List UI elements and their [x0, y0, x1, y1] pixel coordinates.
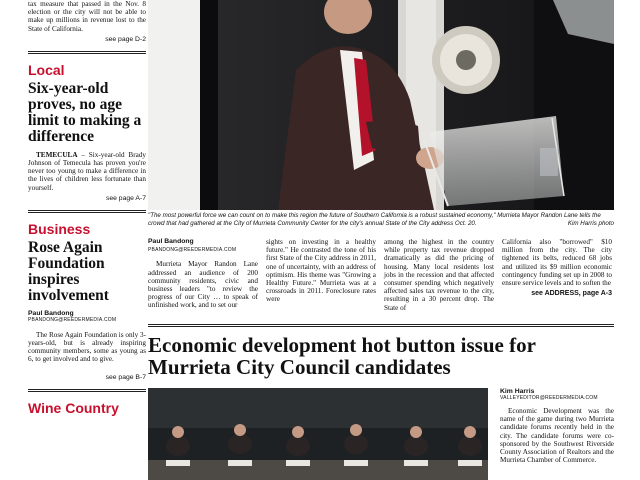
- lead-story-col-1: [148, 238, 258, 310]
- section-divider: [28, 210, 146, 213]
- lead-col-4-text: California also "borrowed" $10 million from the city. The city tightened its belts, reduced 68 jobs and utilized its $9 million economic contingency funding set up in 2008 to ensure service levels and to soften the: [502, 238, 612, 288]
- local-headline[interactable]: Six-year-old proves, no age limit to making a difference: [28, 79, 142, 145]
- section-label-wine-country: Wine Country: [28, 399, 119, 416]
- forum-side-story: [500, 388, 614, 464]
- page-margin: [616, 0, 640, 480]
- photo-credit: Kim Harris photo: [567, 219, 614, 227]
- mayor-photo-graphic: [148, 0, 614, 210]
- main-divider: [148, 324, 614, 327]
- local-story-text: [28, 151, 146, 192]
- forum-email[interactable]: VALLEYEDITOR@REEDERMEDIA.COM: [500, 395, 598, 401]
- economic-development-headline[interactable]: Economic development hot button issue for Murrieta City Council candidates: [148, 333, 536, 379]
- lead-email[interactable]: PBANDONG@REEDERMEDIA.COM: [148, 247, 237, 254]
- section-divider: [28, 51, 146, 54]
- top-story-text: tax measure that passed in the Nov. 8 election or the city will not be able to make up millions in revenue lost to the State of California.: [28, 0, 146, 33]
- candidate-forum-graphic: [148, 388, 488, 480]
- mayor-photo[interactable]: [148, 0, 614, 210]
- section-divider: [28, 389, 146, 392]
- section-label-local: Local: [28, 61, 65, 78]
- lead-story-columns: [148, 238, 614, 318]
- sidebar: [0, 0, 146, 480]
- caption-text: "The most powerful force we can count on to make this region the future of Southern California is a robust sustained economy," Murrieta Mayor Randon Lane tells the crowd that had gathered at the City of Murrieta Community Center for the city's annual State of the City address Oct. 20.: [148, 212, 601, 227]
- candidate-forum-photo[interactable]: [148, 388, 488, 480]
- local-see-link[interactable]: see page A-7: [105, 194, 146, 202]
- business-see-link[interactable]: see page B-7: [105, 373, 146, 381]
- local-dateline: TEMECULA: [36, 150, 78, 159]
- business-story-text: The Rose Again Foundation is only 3-years-old, but is already inspiring community members, some as young as 6, to get involved and to give.: [28, 330, 146, 364]
- business-headline[interactable]: Rose Again Foundation inspires involvement: [28, 238, 109, 304]
- section-label-business: Business: [28, 220, 91, 237]
- business-byline: Paul Bandong: [28, 309, 74, 317]
- forum-story-text: Economic Development was the name of the game during two Murrieta candidate forums recently held in the city. The candidate forums were co-sponsored by the Southwest Riverside County Association of Realtors and the Murrieta Chamber of Commerce.: [500, 407, 614, 465]
- lead-story-col-3: among the highest in the country while property tax revenue dropped dramatically as did the pricing of housing. Many local residents lost jobs in the recession and that affected consumer spending which negatively affected sales tax revenue to the city, resulting in a 30 percent drop. The State of: [384, 238, 494, 312]
- main-content: [146, 0, 640, 480]
- photo-caption: [148, 212, 614, 227]
- forum-byline: Kim Harris: [500, 388, 535, 395]
- top-story-see-link[interactable]: see page D-2: [105, 35, 146, 43]
- lead-byline: Paul Bandong: [148, 238, 194, 245]
- lead-story-col-4: [502, 238, 612, 298]
- lead-story-col-2: sights on investing in a healthy future." He contrasted the tone of his first State of the City address in 2011, one of uncertainty, with an address of optimism. His theme was "Growing a Healthy Future." Murrieta was at a crossroads in 2011. Foreclosure rates were: [266, 238, 376, 304]
- lead-see-link[interactable]: see ADDRESS, page A-3: [531, 290, 612, 298]
- lead-col-1-text: Murrieta Mayor Randon Lane addressed an audience of 200 community residents, civic and business leaders "to review the progress of our City … to speak of unfinished work, and to set our: [148, 260, 258, 310]
- business-email[interactable]: PBANDONG@REEDERMEDIA.COM: [28, 316, 117, 323]
- local-body: – Six-year-old Brady Johnson of Temecula has proven you're never too young to make a difference in the lives of children less fortunate than yourself.: [28, 150, 146, 192]
